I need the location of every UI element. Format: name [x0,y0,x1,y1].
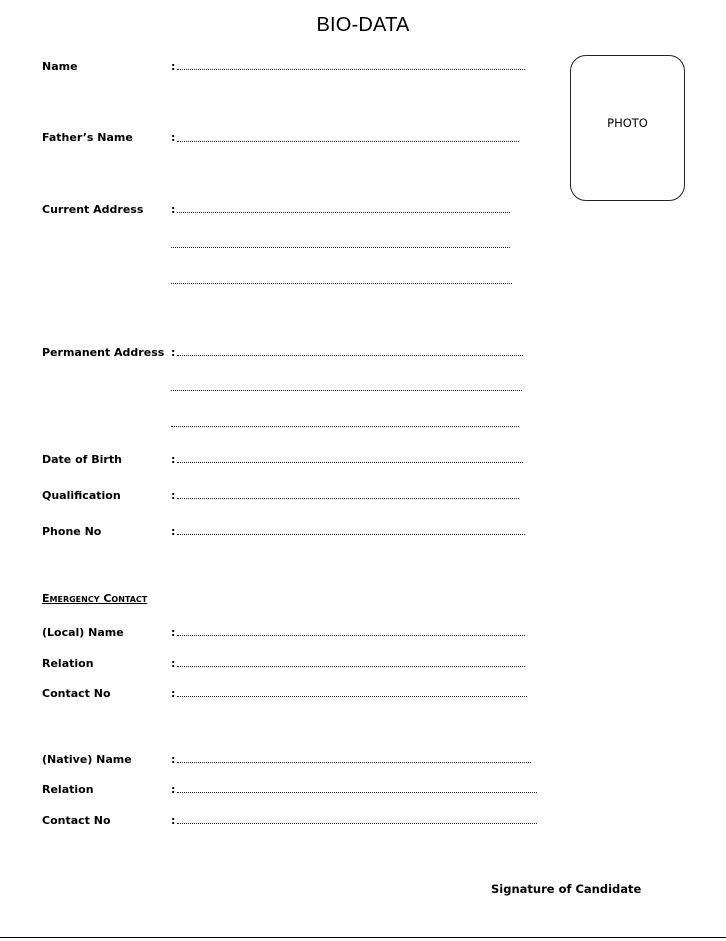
native-name-label: (Native) Name [42,753,132,766]
phone-no-field[interactable] [177,534,525,535]
permanent-address-field-3[interactable] [171,426,519,427]
fathers-name-colon: : [171,131,176,144]
photo-box [570,55,685,201]
phone-no-colon: : [171,525,176,538]
phone-no-label: Phone No [42,525,102,538]
form-title: BIO-DATA [316,14,410,36]
name-colon: : [171,60,176,73]
local-relation-field[interactable] [177,666,525,667]
current-address-colon: : [171,203,176,216]
current-address-field-1[interactable] [177,212,510,213]
permanent-address-field-2[interactable] [171,390,522,391]
native-contact-colon: : [171,814,176,827]
emergency-contact-heading: Emergency Contact [42,592,148,605]
name-label: Name [42,60,78,73]
native-name-field[interactable] [177,762,531,763]
qualification-label: Qualification [42,489,121,502]
permanent-address-colon: : [171,346,176,359]
name-field[interactable] [177,69,525,70]
fathers-name-field[interactable] [177,141,519,142]
date-of-birth-colon: : [171,453,176,466]
qualification-colon: : [171,489,176,502]
local-name-label: (Local) Name [42,626,124,639]
local-contact-field[interactable] [177,696,527,697]
current-address-field-3[interactable] [171,283,512,284]
native-contact-field[interactable] [177,823,537,824]
native-relation-label: Relation [42,783,94,796]
date-of-birth-field[interactable] [177,462,523,463]
local-relation-colon: : [171,657,176,670]
current-address-label: Current Address [42,203,144,216]
permanent-address-label: Permanent Address [42,346,165,359]
permanent-address-field-1[interactable] [177,355,523,356]
local-relation-label: Relation [42,657,94,670]
local-name-colon: : [171,626,176,639]
local-contact-colon: : [171,687,176,700]
date-of-birth-label: Date of Birth [42,453,122,466]
current-address-field-2[interactable] [171,247,510,248]
local-name-field[interactable] [177,635,525,636]
native-contact-label: Contact No [42,814,111,827]
fathers-name-label: Father’s Name [42,131,133,144]
local-contact-label: Contact No [42,687,111,700]
bottom-rule [0,937,726,938]
signature-label: Signature of Candidate [491,882,642,896]
native-relation-colon: : [171,783,176,796]
qualification-field[interactable] [177,498,519,499]
native-relation-field[interactable] [177,792,537,793]
native-name-colon: : [171,753,176,766]
photo-label: PHOTO [607,116,648,130]
